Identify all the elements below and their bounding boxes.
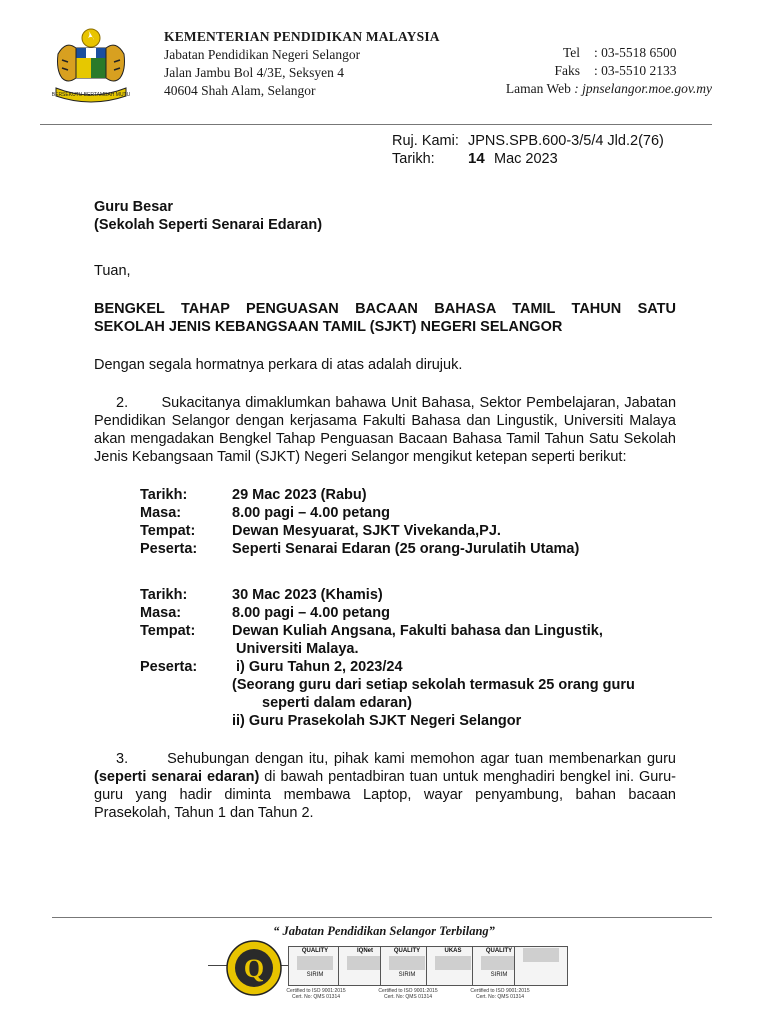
badge-top-label: QUALITY [393, 948, 421, 954]
paragraph-2-text: Sukacitanya dimaklumkan bahawa Unit Bahasa, Sektor Pembelajaran, Jabatan Pendidikan Selangor dengan kerjasama Fakulti Bahasa dan Lingustik, Universiti Malaya akan mengadakan Bengkel Tahap Penguasan Bacaan Bahasa Tamil Tahun Satu Sekolah Jenis Kebangsaan Tamil (SJKT) Negeri Selangor mengikut ketepan seperti berikut: [94, 395, 677, 465]
subject-line-1: BENGKEL TAHAP PENGUASAN BACAAN BAHASA TAMIL TAHUN SATU [94, 301, 676, 317]
badge-mark-icon [347, 956, 383, 970]
fax-label: Faks [554, 63, 580, 78]
q-quality-seal-icon [226, 940, 282, 996]
tarikh-label: Tarikh: [140, 487, 188, 503]
tempat-value-line-1: Dewan Kuliah Angsana, Fakulti bahasa dan Lingustik, [232, 623, 603, 639]
tel-label: Tel [562, 45, 580, 60]
certification-note: Certified to ISO 9001:2015 Cert. No: QMS 01314 [286, 988, 346, 1000]
letterhead-divider [40, 124, 712, 125]
tempat-label: Tempat: [140, 523, 196, 539]
badge-bottom-label: SIRIM [398, 972, 416, 978]
peserta-label: Peserta: [140, 541, 198, 557]
badge-top-label: QUALITY [301, 948, 329, 954]
schedule-day-1 [140, 486, 579, 558]
paragraph-3 [94, 750, 676, 822]
tarikh-value: 29 Mac 2023 (Rabu) [232, 487, 367, 503]
reference-block [392, 132, 664, 168]
certification-note: Certified to ISO 9001:2015 Cert. No: QMS 01314 [470, 988, 530, 1000]
schedule-day-2 [140, 586, 635, 730]
masa-value: 8.00 pagi – 4.00 petang [232, 605, 390, 621]
badge-top-label: IQNet [356, 948, 373, 954]
badge-bottom-label: SIRIM [306, 972, 324, 978]
address-line-2: 40604 Shah Alam, Selangor [164, 83, 316, 98]
ruj-label: Ruj. Kami: [392, 133, 459, 149]
date-month-year: Mac 2023 [494, 151, 558, 167]
peserta-label: Peserta: [140, 659, 198, 675]
footer-divider [52, 917, 712, 918]
date-day-handwritten: 14 [468, 150, 485, 167]
badge-mark-icon [435, 956, 471, 970]
paragraph-3-text-b: di bawah pentadbiran tuan untuk menghadiri bengkel ini. Guru- guru yang hadir diminta membawa Laptop, wayar penyambung, bahan bacaan Prasekolah, Tahun 1 dan Tahun 2. [94, 769, 677, 821]
web-value: : jpnselangor.moe.gov.my [574, 81, 712, 96]
paragraph-3-text-a: Sehubungan dengan itu, pihak kami memohon agar tuan membenarkan guru [167, 751, 676, 767]
svg-text:BERSEKUTU BERTAMBAH MUTU: BERSEKUTU BERTAMBAH MUTU [51, 92, 131, 98]
badge-bottom-label: SIRIM [490, 972, 508, 978]
peserta-value: Seperti Senarai Edaran (25 orang-Jurulatih Utama) [232, 541, 580, 557]
certification-badge [514, 946, 568, 986]
date-label: Tarikh: [392, 151, 435, 167]
paragraph-3-number: 3. [116, 751, 129, 767]
badge-top-label: UKAS [444, 948, 462, 954]
tarikh-value: 30 Mac 2023 (Khamis) [232, 587, 383, 603]
fax-value: : 03-5510 2133 [594, 63, 677, 78]
tempat-label: Tempat: [140, 623, 196, 639]
address-line-1: Jalan Jambu Bol 4/3E, Seksyen 4 [164, 65, 344, 80]
recipient-line-1: Guru Besar [94, 199, 173, 215]
footer-motto: “ Jabatan Pendidikan Selangor Terbilang” [273, 924, 495, 938]
tempat-value: Dewan Mesyuarat, SJKT Vivekanda,PJ. [232, 523, 501, 539]
masa-label: Masa: [140, 605, 182, 621]
letterhead-organization [164, 28, 440, 100]
peserta-item-i: i) Guru Tahun 2, 2023/24 [236, 659, 403, 675]
letterhead-contact [470, 44, 712, 98]
tel-value: : 03-5518 6500 [594, 45, 677, 60]
certification-note: Certified to ISO 9001:2015 Cert. No: QMS 01314 [378, 988, 438, 1000]
department-name: Jabatan Pendidikan Negeri Selangor [164, 47, 361, 62]
ruj-value: JPNS.SPB.600-3/5/4 Jld.2(76) [468, 133, 664, 149]
paragraph-1: Dengan segala hormatnya perkara di atas adalah dirujuk. [94, 357, 463, 373]
peserta-item-ii: ii) Guru Prasekolah SJKT Negeri Selangor [232, 713, 522, 729]
malaysia-coat-of-arms-icon [50, 24, 132, 104]
web-label: Laman Web [505, 81, 571, 96]
salutation: Tuan, [94, 263, 131, 279]
subject-line-2: SEKOLAH JENIS KEBANGSAAN TAMIL (SJKT) NEGERI SELANGOR [94, 319, 563, 335]
letter-body [94, 198, 676, 822]
badge-mark-icon [523, 948, 559, 962]
tarikh-label: Tarikh: [140, 587, 188, 603]
peserta-item-i-note-1: (Seorang guru dari setiap sekolah termasuk 25 orang guru [232, 677, 635, 693]
paragraph-2-number: 2. [116, 395, 129, 411]
paragraph-3-bold: (seperti senarai edaran) [94, 769, 260, 785]
badge-mark-icon [481, 956, 517, 970]
svg-text:Q: Q [243, 954, 265, 983]
ministry-name: KEMENTERIAN PENDIDIKAN MALAYSIA [164, 29, 440, 44]
masa-value: 8.00 pagi – 4.00 petang [232, 505, 390, 521]
paragraph-2 [94, 394, 676, 466]
badge-mark-icon [389, 956, 425, 970]
peserta-item-i-note-2: seperti dalam edaran) [262, 695, 412, 711]
tempat-value-line-2: Universiti Malaya. [236, 641, 359, 657]
badge-mark-icon [297, 956, 333, 970]
badge-top-label: QUALITY [485, 948, 513, 954]
masa-label: Masa: [140, 505, 182, 521]
recipient-line-2: (Sekolah Seperti Senarai Edaran) [94, 217, 323, 233]
certification-badge [288, 946, 342, 986]
